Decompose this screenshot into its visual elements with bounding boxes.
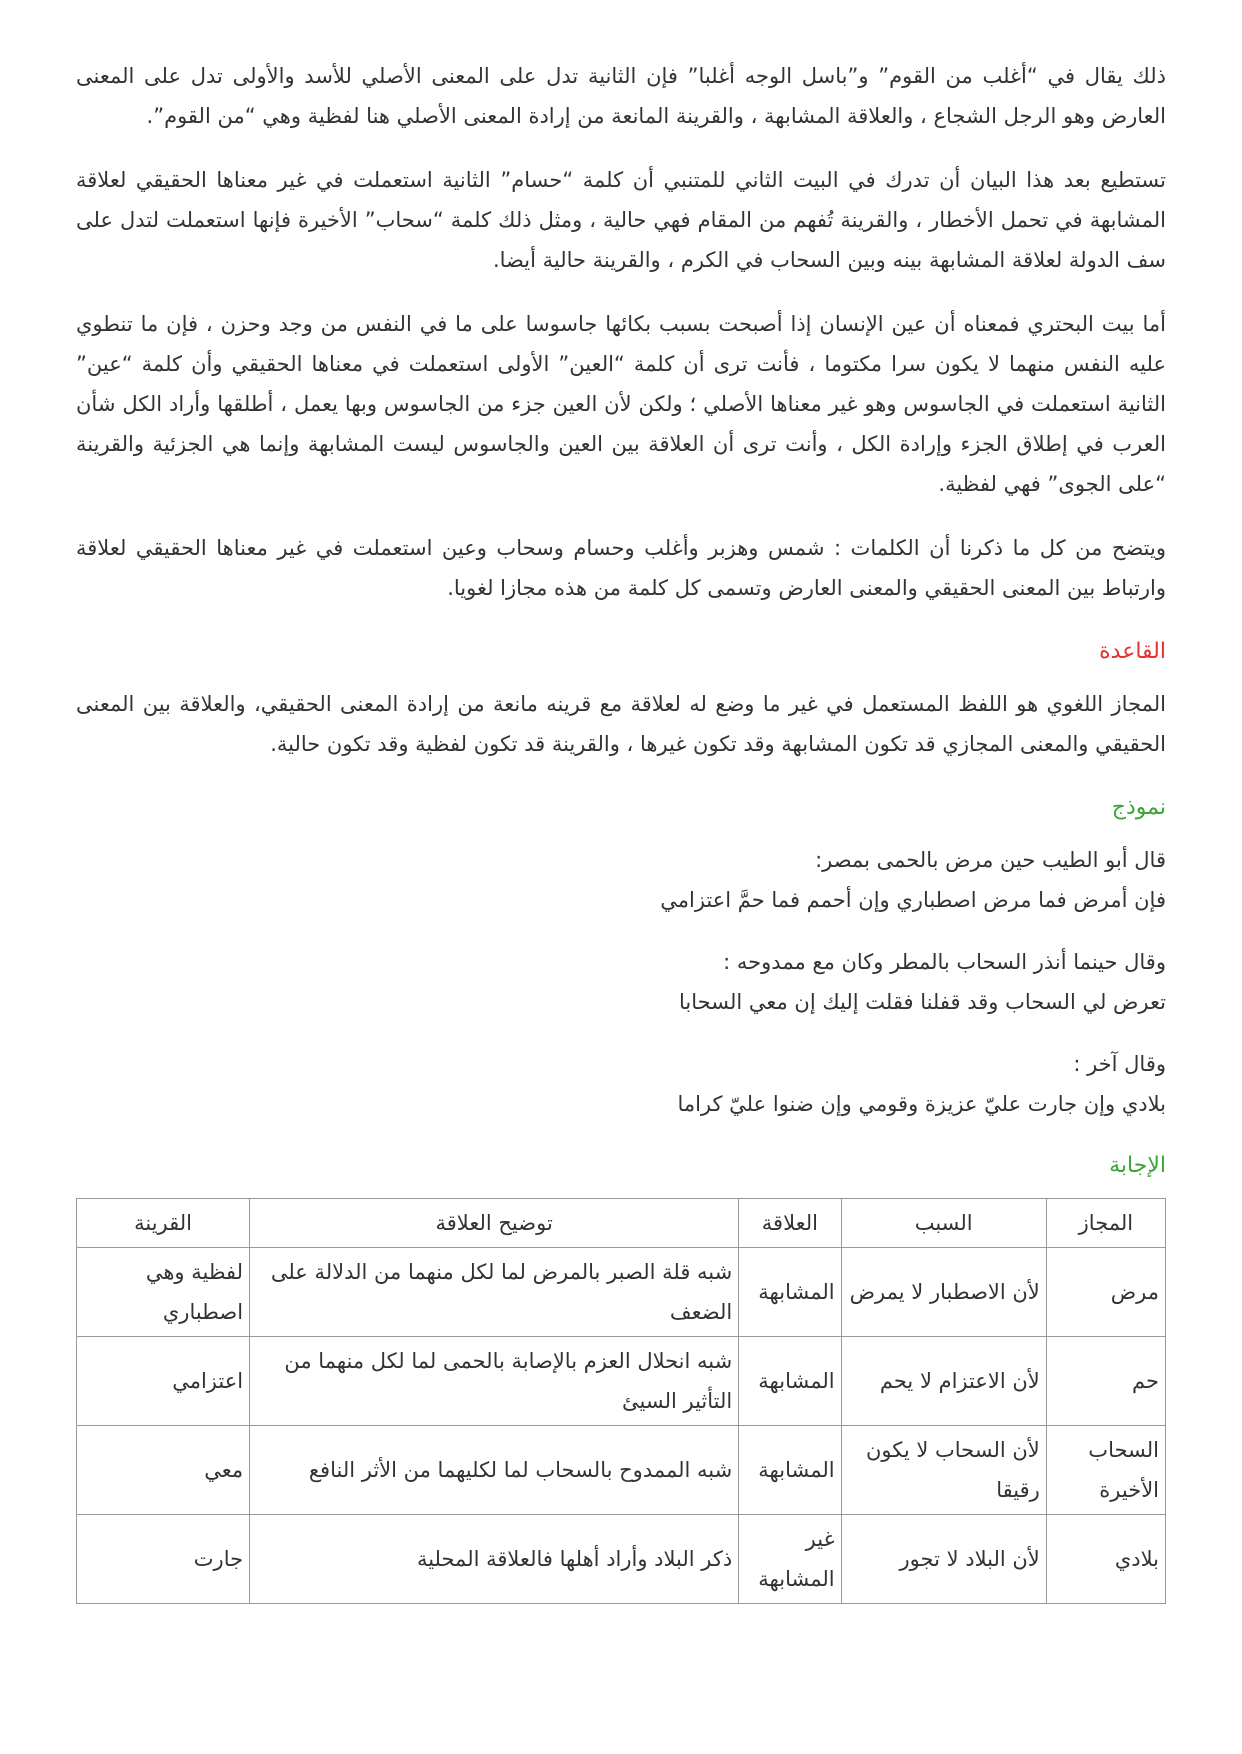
cell-tawdih: شبه قلة الصبر بالمرض لما لكل منهما من الدلالة على الضعف (250, 1248, 739, 1337)
paragraph-4: ويتضح من كل ما ذكرنا أن الكلمات : شمس وهزبر وأغلب وحسام وسحاب وعين استعملت في غير معناها الحقيقي لعلاقة وارتباط بين المعنى الحقيقي والمعنى العارض وتسمى كل كلمة من هذه مجازا لغويا. (76, 536, 1166, 600)
paragraph-2: تستطيع بعد هذا البيان أن تدرك في البيت الثاني للمتنبي أن كلمة “حسام” الثانية استعملت في غير معناها الحقيقي لعلاقة المشابهة في تحمل الأخطار ، والقرينة تُفهم من المقام فهي حالية ، ومثل ذلك كلمة “سحاب” الأخيرة فإنها استعملت لتدل على سف الدولة لعلاقة المشابهة بينه وبين السحاب في الكرم ، والقرينة حالية أيضا. (76, 168, 1166, 272)
header-alaqa: العلاقة (739, 1199, 841, 1248)
cell-majaz: بلادي (1046, 1515, 1165, 1604)
cell-qarina: اعتزامي (77, 1337, 250, 1426)
quote-verse: بلادي وإن جارت عليّ عزيزة وقومي وإن ضنوا عليّ كراما (677, 1092, 1166, 1116)
rule-text: المجاز اللغوي هو اللفظ المستعمل في غير ما وضع له لعلاقة مع قرينه مانعة من إرادة المعنى الحقيقي، والعلاقة بين المعنى الحقيقي والمعنى المجازي قد تكون المشابهة وقد تكون غيرها ، والقرينة قد تكون لفظية وقد تكون حالية. (76, 692, 1166, 756)
cell-sabab: لأن البلاد لا تجور (841, 1515, 1046, 1604)
cell-alaqa: غير المشابهة (739, 1515, 841, 1604)
paragraph-3: أما بيت البحتري فمعناه أن عين الإنسان إذا أصبحت بسبب بكائها جاسوسا على ما في النفس من وجد وحزن ، فإن ما تنطوي عليه النفس منهما لا يكون سرا مكتوما ، فأنت ترى أن كلمة “العين” الأولى استعملت في معناها الحقيقي وأن كلمة “عين” الثانية استعملت في الجاسوس وهو غير معناها الأصلي ؛ ولكن لأن العين جزء من الجاسوس وبها يعمل ، أطلقها وأراد الكل شأن العرب في إطلاق الجزء وإرادة الكل ، وأنت ترى أن العلاقة بين العين والجاسوس ليست المشابهة وإنما هي الجزئية والقرينة “على الجوى” فهي لفظية. (76, 312, 1166, 496)
cell-sabab: لأن السحاب لا يكون رقيقا (841, 1426, 1046, 1515)
quote-1 (76, 840, 1166, 920)
cell-tawdih: شبه انحلال العزم بالإصابة بالحمى لما لكل منهما من التأثير السيئ (250, 1337, 739, 1426)
header-majaz: المجاز (1046, 1199, 1165, 1248)
cell-sabab: لأن الاعتزام لا يحم (841, 1337, 1046, 1426)
rule-title: القاعدة (1099, 639, 1166, 664)
quote-intro: قال أبو الطيب حين مرض بالحمى بمصر: (815, 848, 1166, 872)
cell-alaqa: المشابهة (739, 1248, 841, 1337)
quote-2 (76, 942, 1166, 1022)
cell-qarina: معي (77, 1426, 250, 1515)
cell-tawdih: ذكر البلاد وأراد أهلها فالعلاقة المحلية (250, 1515, 739, 1604)
quote-verse: تعرض لي السحاب وقد قفلنا فقلت إليك إن معي السحابا (679, 990, 1166, 1014)
answer-table (76, 1198, 1166, 1604)
table-row (77, 1426, 1166, 1515)
cell-qarina: جارت (77, 1515, 250, 1604)
cell-sabab: لأن الاصطبار لا يمرض (841, 1248, 1046, 1337)
quote-3 (76, 1044, 1166, 1124)
cell-majaz: حم (1046, 1337, 1165, 1426)
cell-alaqa: المشابهة (739, 1426, 841, 1515)
cell-tawdih: شبه الممدوح بالسحاب لما لكليهما من الأثر النافع (250, 1426, 739, 1515)
header-tawdih: توضيح العلاقة (250, 1199, 739, 1248)
answer-title: الإجابة (1109, 1153, 1166, 1178)
cell-majaz: السحاب الأخيرة (1046, 1426, 1165, 1515)
table-header-row (77, 1199, 1166, 1248)
quote-intro: وقال آخر : (1073, 1052, 1166, 1076)
table-row (77, 1248, 1166, 1337)
cell-majaz: مرض (1046, 1248, 1165, 1337)
paragraph-1: ذلك يقال في “أغلب من القوم” و”باسل الوجه أغلبا” فإن الثانية تدل على المعنى الأصلي للأسد والأولى تدل على المعنى العارض وهو الرجل الشجاع ، والعلاقة المشابهة ، والقرينة المانعة من إرادة المعنى الأصلي هنا لفظية وهي “من القوم”. (76, 64, 1166, 128)
cell-qarina: لفظية وهي اصطباري (77, 1248, 250, 1337)
cell-alaqa: المشابهة (739, 1337, 841, 1426)
header-qarina: القرينة (77, 1199, 250, 1248)
header-sabab: السبب (841, 1199, 1046, 1248)
table-row (77, 1515, 1166, 1604)
example-title: نموذج (1111, 795, 1166, 820)
quote-intro: وقال حينما أنذر السحاب بالمطر وكان مع ممدوحه : (723, 950, 1166, 974)
quote-verse: فإن أمرض فما مرض اصطباري وإن أحمم فما حمَّ اعتزامي (660, 888, 1166, 912)
table-row (77, 1337, 1166, 1426)
